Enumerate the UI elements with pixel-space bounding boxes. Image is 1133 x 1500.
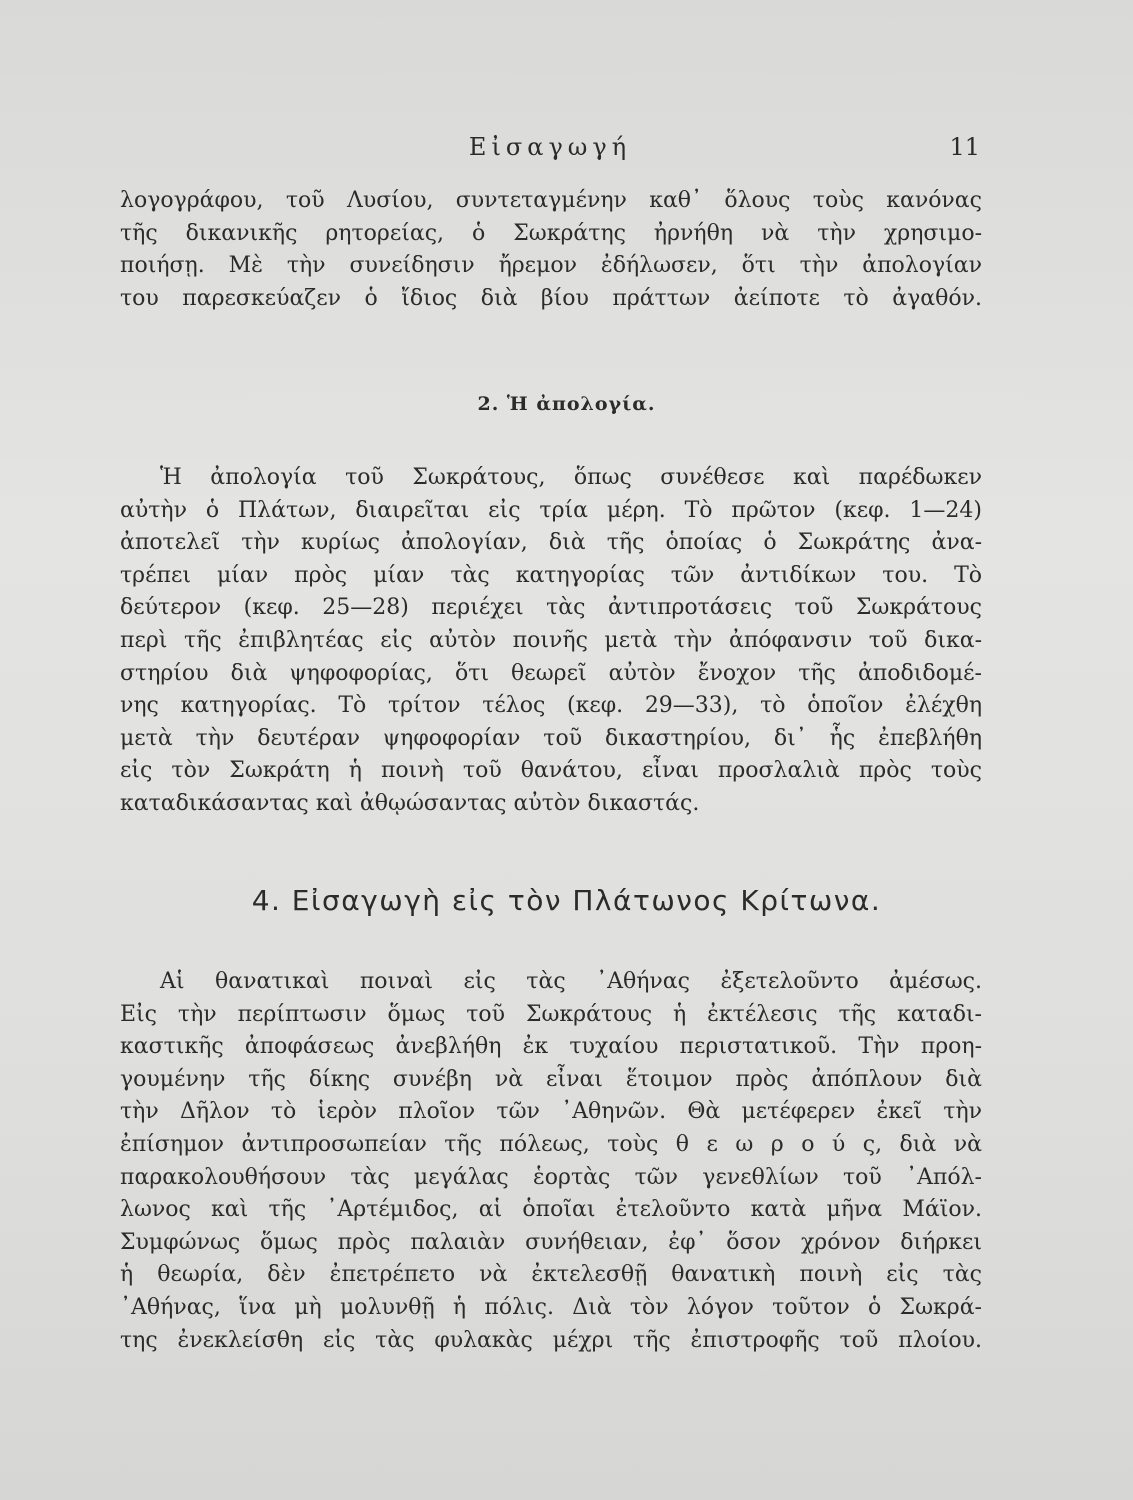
text-line: τὴν Δῆλον τὸ ἱερὸν πλοῖον τῶν ᾽Αθηνῶν. Θὰ μετέφερεν ἐκεῖ τὴν <box>120 1099 982 1125</box>
section-heading: 4. Εἰσαγωγὴ εἰς τὸν Πλάτωνος Κρίτωνα. <box>251 884 882 917</box>
text-line: Εἰς τὴν περίπτωσιν ὅμως τοῦ Σωκράτους ἡ ἐκτέλεσις τῆς καταδι- <box>120 1001 982 1027</box>
text-line: τῆς δικανικῆς ρητορείας, ὁ Σωκράτης ἠρνήθη νὰ τὴν χρησιμο- <box>120 220 982 246</box>
paragraph-1 <box>120 185 982 315</box>
text-line: ποιήσῃ. Μὲ τὴν συνείδησιν ἤρεμον ἐδήλωσεν, ὅτι τὴν ἀπολογίαν <box>120 253 982 279</box>
text-line: εἰς τὸν Σωκράτη ἡ ποινὴ τοῦ θανάτου, εἶναι προσλαλιὰ πρὸς τοὺς <box>120 758 982 784</box>
text-line: Ἡ ἀπολογία τοῦ Σωκράτους, ὅπως συνέθεσε καὶ παρέδωκεν <box>160 465 982 490</box>
text-line: στηρίου διὰ ψηφοφορίας, ὅτι θεωρεῖ αὐτὸν ἔνοχον τῆς ἀποδιδομέ- <box>120 660 982 686</box>
paragraph-2 <box>120 462 982 821</box>
page-header <box>120 133 980 169</box>
text-line: ἐπίσημον ἀντιπροσωπείαν τῆς πόλεως, τοὺς θ ε ω ρ ο ύ ς, διὰ νὰ <box>120 1131 982 1157</box>
text-line: αὐτὴν ὁ Πλάτων, διαιρεῖται εἰς τρία μέρη. Τὸ πρῶτον (κεφ. 1—24) <box>120 497 982 523</box>
subheading-apologia: 2. Ἡ ἀπολογία. <box>477 393 656 415</box>
paragraph-3 <box>120 966 982 1357</box>
text-line: ἀποτελεῖ τὴν κυρίως ἀπολογίαν, διὰ τῆς ὁποίας ὁ Σωκράτης ἀνα- <box>120 530 982 556</box>
text-line: ἡ θεωρία, δὲν ἐπετρέπετο νὰ ἐκτελεσθῇ θανατικὴ ποινὴ εἰς τὰς <box>120 1262 982 1288</box>
text-line: Αἱ θανατικαὶ ποιναὶ εἰς τὰς ᾽Αθήνας ἐξετελοῦντο ἀμέσως. <box>160 969 982 994</box>
text-line: καταδικάσαντας καὶ ἀθῳώσαντας αὐτὸν δικαστάς. <box>120 790 700 816</box>
running-title: Εἰσαγωγή <box>468 133 632 161</box>
text-line: λογογράφου, τοῦ Λυσίου, συντεταγμένην καθ᾽ ὅλους τοὺς κανόνας <box>120 188 982 213</box>
text-line: παρακολουθήσουν τὰς μεγάλας ἑορτὰς τῶν γενεθλίων τοῦ ᾽Απόλ- <box>120 1164 982 1190</box>
text-line: του παρεσκεύαζεν ὁ ἴδιος διὰ βίου πράττων ἀείποτε τὸ ἀγαθόν. <box>120 285 982 311</box>
text-line: γουμένην τῆς δίκης συνέβη νὰ εἶναι ἕτοιμον πρὸς ἀπόπλουν διὰ <box>120 1066 982 1092</box>
text-line: καστικῆς ἀποφάσεως ἀνεβλήθη ἐκ τυχαίου περιστατικοῦ. Τὴν προη- <box>120 1034 982 1060</box>
text-line: περὶ τῆς ἐπιβλητέας εἰς αὐτὸν ποινῆς μετὰ τὴν ἀπόφανσιν τοῦ δικα- <box>120 627 982 653</box>
text-line: μετὰ τὴν δευτέραν ψηφοφορίαν τοῦ δικαστηρίου, δι᾽ ἧς ἐπεβλήθη <box>120 725 982 751</box>
text-line: νης κατηγορίας. Τὸ τρίτον τέλος (κεφ. 29—33), τὸ ὁποῖον ἐλέχθη <box>120 693 982 719</box>
text-line: δεύτερον (κεφ. 25—28) περιέχει τὰς ἀντιπροτάσεις τοῦ Σωκράτους <box>120 595 982 621</box>
text-line: τρέπει μίαν πρὸς μίαν τὰς κατηγορίας τῶν ἀντιδίκων του. Τὸ <box>120 562 982 588</box>
text-line: της ἐνεκλείσθη εἰς τὰς φυλακὰς μέχρι τῆς ἐπιστροφῆς τοῦ πλοίου. <box>120 1327 982 1353</box>
page-number: 11 <box>949 133 980 161</box>
text-line: Συμφώνως ὅμως πρὸς παλαιὰν συνήθειαν, ἐφ᾽ ὅσον χρόνον διήρκει <box>120 1229 982 1255</box>
text-line: ᾽Αθήνας, ἵνα μὴ μολυνθῇ ἡ πόλις. Διὰ τὸν λόγον τοῦτον ὁ Σωκρά- <box>120 1294 982 1320</box>
text-line: λωνος καὶ τῆς ᾽Αρτέμιδος, αἱ ὁποῖαι ἐτελοῦντο κατὰ μῆνα Μάϊον. <box>120 1197 982 1223</box>
